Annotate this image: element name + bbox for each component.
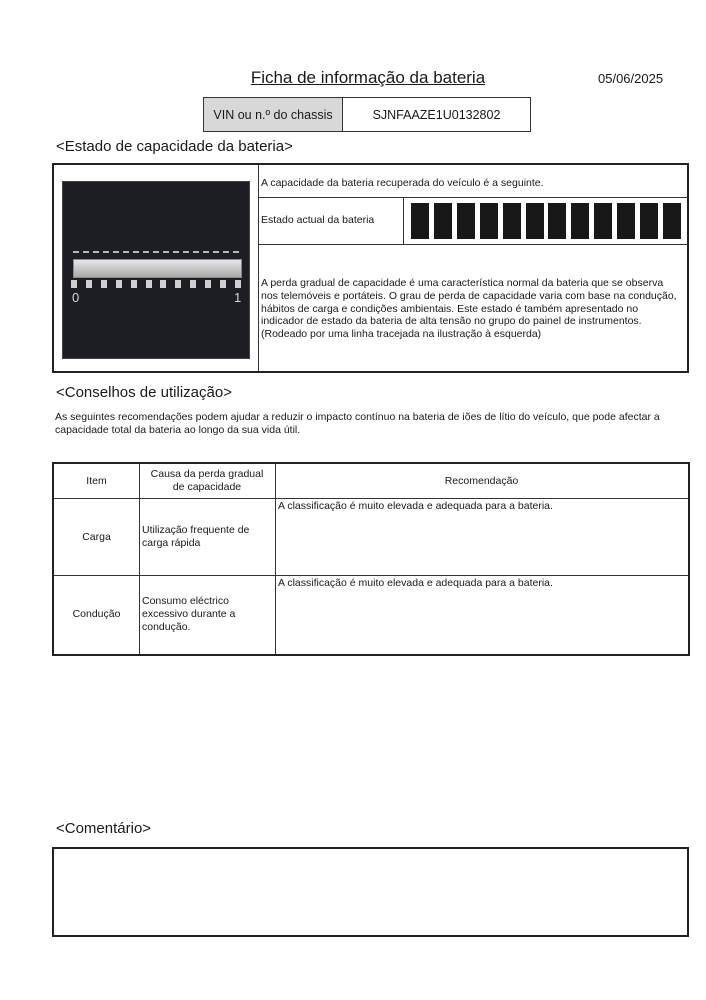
column-header-recommendation: Recomendação <box>444 475 519 487</box>
comment-heading: <Comentário> <box>56 820 152 837</box>
status-bar-cell <box>663 203 681 239</box>
column-header-item: Item <box>86 475 107 487</box>
gauge-max-label: 1 <box>234 290 242 305</box>
row-carga-cause: Utilização frequente de carga rápida <box>142 524 250 549</box>
advice-intro: As seguintes recomendações podem ajudar a reduzir o impacto contínuo na bateria de iões de lítio do veículo, que pode afectar a capacidade total da bateria ao longo da sua vida útil. <box>55 411 660 436</box>
capacity-info <box>258 165 688 371</box>
status-bar-cell <box>640 203 658 239</box>
row-conducao-cause: Consumo eléctrico excessivo durante a condução. <box>142 595 236 633</box>
vin-box <box>203 97 531 132</box>
status-bar-cell <box>503 203 521 239</box>
capacity-description: A perda gradual de capacidade é uma característica normal da bateria que se observa nos telemóveis e portáteis. O grau de perda de capacidade varia com base na condução, hábitos de carga e condições ambientais. Este estado é também apresentado no indicador de estado da bateria de alta tensão no grupo do painel de instrumentos.(Rodeado por uma linha tracejada na ilustração à esquerda) <box>261 277 677 341</box>
vin-value: SJNFAAZE1U0132802 <box>372 107 501 122</box>
status-bar-cell <box>526 203 544 239</box>
status-bar-cell <box>457 203 475 239</box>
row-conducao-item: Condução <box>72 608 121 620</box>
status-row <box>259 197 688 245</box>
capacity-intro: A capacidade da bateria recuperada do veículo é a seguinte. <box>261 177 544 189</box>
capacity-heading: <Estado de capacidade da bateria> <box>56 138 293 155</box>
row-carga-item: Carga <box>82 531 111 543</box>
status-bar-cell <box>548 203 566 239</box>
gauge-min-label: 0 <box>72 290 80 305</box>
row-carga-recommendation: A classificação é muito elevada e adequada para a bateria. <box>278 500 553 512</box>
status-bar-cell <box>594 203 612 239</box>
column-header-cause: Causa da perda gradual de capacidade <box>150 468 264 493</box>
advice-table <box>52 462 690 656</box>
gauge-bar <box>73 259 242 278</box>
battery-gauge-image <box>62 181 250 359</box>
status-bar-cell <box>434 203 452 239</box>
page-title: Ficha de informação da bateria <box>250 68 486 87</box>
capacity-panel <box>52 163 689 373</box>
gauge-dashed-outline <box>73 251 239 253</box>
gauge-ticks <box>71 280 241 290</box>
status-bars <box>403 198 688 244</box>
row-conducao-recommendation: A classificação é muito elevada e adequada para a bateria. <box>278 577 553 589</box>
status-bar-cell <box>411 203 429 239</box>
advice-heading: <Conselhos de utilização> <box>56 384 232 401</box>
status-bar-cell <box>480 203 498 239</box>
status-bar-cell <box>571 203 589 239</box>
status-bar-cell <box>617 203 635 239</box>
report-date: 05/06/2025 <box>598 71 664 86</box>
comment-box <box>52 847 689 937</box>
vin-label: VIN ou n.º do chassis <box>204 98 343 131</box>
status-label: Estado actual da bateria <box>261 214 375 226</box>
